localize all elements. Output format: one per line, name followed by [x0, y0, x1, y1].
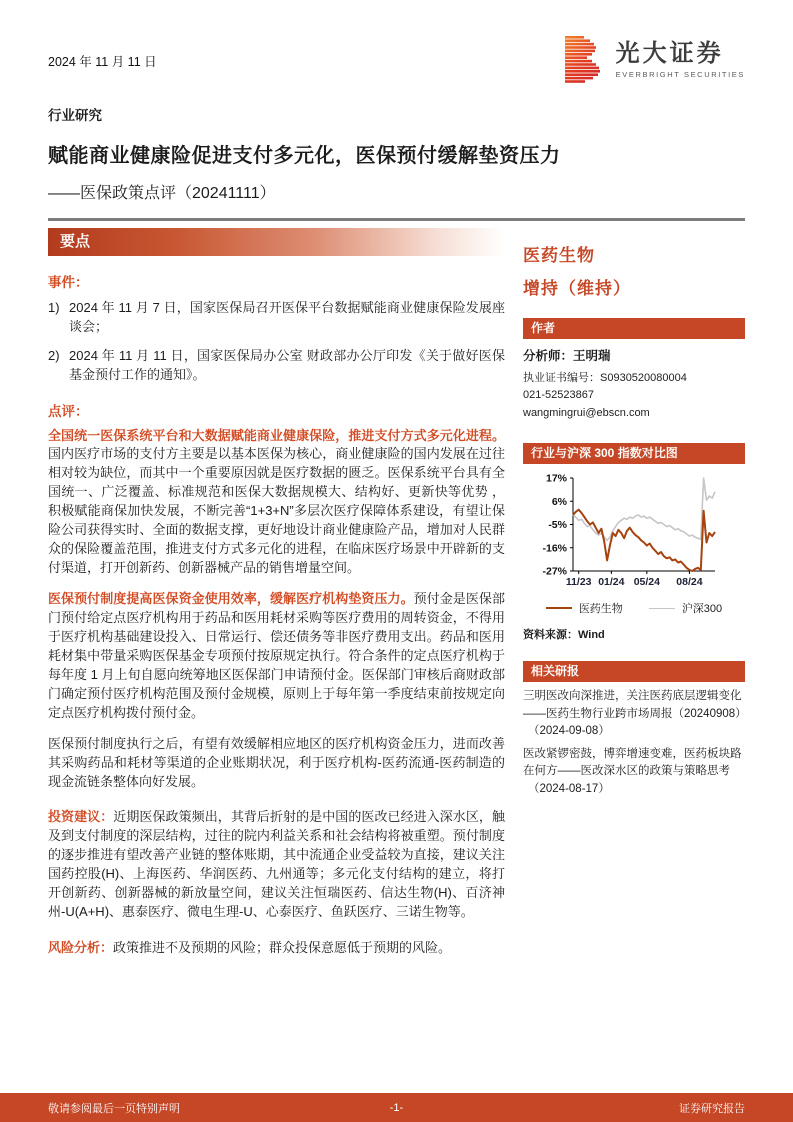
industry-line-swatch [546, 607, 572, 609]
event-number: 2) [48, 347, 60, 363]
main-column [48, 228, 505, 970]
chart-legend [523, 600, 745, 616]
events-label: 事件： [48, 274, 89, 290]
risk-label: 风险分析： [48, 939, 114, 955]
risk-paragraph [48, 939, 505, 958]
event-number: 1) [48, 299, 60, 315]
event-text: 2024 年 11 月 11 日，国家医保局办公室 财政部办公厅印发《关于做好医保基金预付工作的通知》。 [69, 347, 505, 382]
svg-text:05/24: 05/24 [633, 576, 660, 589]
svg-text:11/23: 11/23 [565, 576, 592, 589]
analyst-cert: 执业证书编号：S0930520080004 [523, 371, 687, 384]
csi300-line-swatch [649, 608, 675, 609]
risk-text: 政策推进不及预期的风险；群众投保意愿低于预期的风险。 [113, 939, 452, 955]
legend-label: 医药生物 [578, 603, 623, 616]
legend-label: 沪深300 [681, 603, 723, 616]
chart-source: 资料来源：Wind [523, 629, 605, 642]
paragraph-text: 预付金是医保部门预付给定点医疗机构用于药品和医用耗材采购等医疗费用的周转资金，不得用于医疗机构基础建设投入、日常运行、偿还债务等非医疗费用支出。药品和医用耗材集中带量采购医保基金专项预付按原规定执行。符合条件的定点医疗机构于每年度 1 月上旬自愿向统筹地区医保部门申请预付金。医保部门审核后商财政部门确定预付医疗机构范围及预付金规模，原则上于每年第一季度结束前按规定向定点医疗机构拨付预付金。 [48, 591, 505, 721]
page-title: 赋能商业健康险促进支付多元化，医保预付缓解垫资压力 [48, 145, 561, 167]
analyst-phone: 021-52523867 [523, 389, 594, 402]
event-item [48, 298, 505, 337]
everbright-logo-icon [565, 36, 607, 84]
report-title: 三明医改向深推进，关注医药底层逻辑变化——医药生物行业跨市场周报（20240908） [523, 690, 747, 720]
comment-paragraph [48, 735, 505, 792]
brand-name-en: EVERBRIGHT SECURITIES [615, 69, 745, 79]
svg-text:01/24: 01/24 [598, 576, 625, 589]
page-header [48, 36, 745, 84]
advice-label: 投资建议： [48, 808, 114, 824]
paragraph-lead: 全国统一医保系统平台和大数据赋能商业健康保险，推进支付方式多元化进程。 [48, 427, 505, 443]
comment-paragraph [48, 590, 505, 723]
chart-title: 行业与沪深 300 指数对比图 [523, 443, 745, 464]
page-number: -1- [389, 1101, 404, 1114]
page-subtitle: ——医保政策点评（20241111） [48, 185, 276, 202]
event-item [48, 346, 505, 385]
legend-item-industry [546, 600, 623, 616]
legend-item-csi300 [649, 600, 722, 616]
paragraph-text: 医保预付制度执行之后，有望有效缓解相应地区的医疗机构资金压力，进而改善其采购药品和耗材等渠道的企业账期状况，利于医疗机构-医药流通-医药制造的现金流链条整体向好发展。 [48, 736, 505, 789]
related-report-item [523, 688, 745, 740]
svg-text:-5%: -5% [548, 519, 567, 532]
author-header: 作者 [523, 318, 745, 339]
sidebar [523, 228, 745, 970]
report-date: （2024-08-17） [528, 782, 610, 795]
brand-name-cn: 光大证券 [615, 40, 724, 68]
brand-logo [565, 36, 745, 84]
industry-name: 医药生物 [523, 245, 595, 265]
footer-type: 证券研究报告 [679, 1102, 745, 1115]
svg-text:-16%: -16% [542, 542, 567, 555]
report-date: 2024 年 11 月 11 日 [48, 55, 157, 69]
comparison-chart [523, 471, 745, 642]
keypoints-header: 要点 [48, 228, 505, 256]
related-report-item [523, 746, 745, 798]
footer-disclaimer: 敬请参阅最后一页特别声明 [48, 1102, 180, 1115]
advice-text: 近期医保政策频出，其背后折射的是中国的医改已经进入深水区，触及到支付制度的深层结构，过往的院内利益关系和社会结构将被重塑。预付制度的逐步推进有望改善产业链的整体账期，其中流通企业受益较为直接，建议关注国药控股(H)、上海医药、华润医药、九州通等；多元化支付结构的建立，将打开创新药、创新器械的新放量空间，建议关注恒瑞医药、信达生物(H)、百济神州-U(A+H)、惠泰医疗、微电生理-U、心泰医疗、鱼跃医疗、三诺生物等。 [48, 808, 506, 919]
svg-text:6%: 6% [551, 496, 567, 509]
paragraph-lead: 医保预付制度提高医保资金使用效率，缓解医疗机构垫资压力。 [48, 591, 414, 607]
report-category: 行业研究 [48, 108, 102, 123]
comment-paragraph [48, 427, 505, 579]
event-text: 2024 年 11 月 7 日，国家医保局召开医保平台数据赋能商业健康保险发展座谈会； [69, 299, 505, 334]
advice-paragraph [48, 808, 505, 922]
comments-label: 点评： [48, 403, 89, 419]
page-footer [0, 1093, 793, 1122]
related-reports-header: 相关研报 [523, 661, 745, 682]
comparison-chart-svg [523, 471, 745, 593]
analyst-email: wangmingrui@ebscn.com [523, 406, 650, 419]
svg-text:17%: 17% [545, 472, 567, 485]
analyst-name: 分析师：王明瑞 [523, 348, 611, 363]
header-divider [48, 218, 745, 221]
rating-badge: 增持（维持） [523, 278, 631, 298]
report-title: 医改紧锣密鼓，博弈增速变难，医药板块路在何方——医改深水区的政策与策略思考 [523, 748, 742, 778]
paragraph-text: 国内医疗市场的支付方主要是以基本医保为核心，商业健康险的国内发展在过往相对较为缺位，而其中一个重要原因就是医疗数据的匮乏。医保系统平台具有全国统一、广泛覆盖、标准规范和医保大数据规模大、结构好、更新快等优势 ，积极赋能商保加快发展，不断完善“1+3+N”多层次医疗保障体系建设，有望让保险公司获得实时、全面的数据支撑，更好地设计商业健康险产品，增加对人民群众的保险覆盖范围，推进支付方式多元化的进程，在临床医疗场景中开辟新的支付渠道，打开创新药、创新器械产品的销售增量空间。 [48, 446, 505, 576]
report-date: （2024-09-08） [528, 724, 610, 737]
svg-text:08/24: 08/24 [676, 576, 703, 589]
svg-text:-27%: -27% [542, 565, 567, 578]
